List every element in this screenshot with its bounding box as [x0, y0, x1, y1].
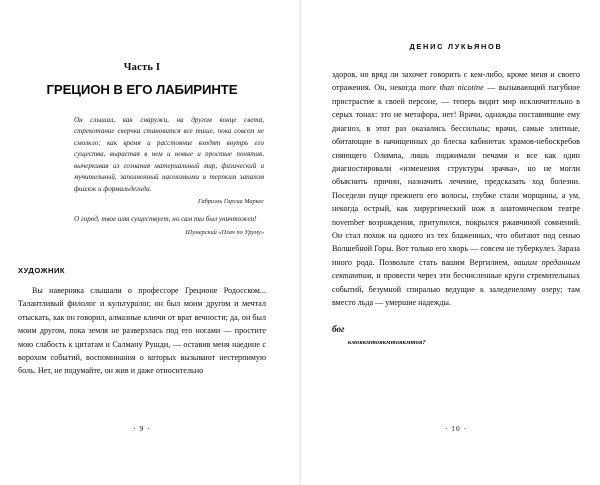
right-body-paragraph-1 [332, 68, 580, 310]
right-body [332, 68, 580, 310]
epigraph-text-2: О город, твое имя существует, но сам ты был уничтожен! [74, 215, 257, 224]
section-heading-god: бог [332, 323, 345, 334]
epigraph-block [74, 115, 264, 236]
part-title: ГРЕЦИОН В ЕГО ЛАБИРИНТЕ [46, 82, 238, 97]
epigraph-source-1: Габриэль Гарсиа Маркес [198, 198, 264, 206]
left-body-paragraph-1: Вы наверняка слышали о профессоре Греционе Родосском... Талантливый филолог и культуролог, он был моим другом и мечтал отыскать, как он говорил, алмазные ключи от врат вечности; да, он был моим другом, пока земля не разверзлась под его ногами — простите мою слабость к цитатам и Салману Рушди, — оставив меня наедине с ворохом событий, воспоминания о которых вызывают нестерпимую боль. Нет, не подумайте, он жив и даже относительно [18, 285, 266, 376]
section-heading-artist: ХУДОЖНИК [18, 265, 66, 275]
text-run: здоров, но вряд ли захочет говорить с кем-либо, кроме меня и своего отражения. Он, некогда [332, 70, 580, 93]
epigraph-source-2: Шумерский «Плач по Уруму» [185, 228, 264, 236]
right-page [300, 0, 600, 485]
emphasized-run: more than nicotine [419, 83, 484, 93]
folio-right: · 10 · [444, 424, 467, 433]
running-head-author: ДЕНИС ЛУКЬЯНОВ [409, 42, 503, 51]
part-label: Часть I [123, 62, 161, 73]
text-run: , и провести через эти бесчисленные круги стремительных событий, безумной спиралью ведущие к заледенелому озеру; там вместо льда — умершие надежды. [332, 271, 580, 308]
folio-left: · 9 · [133, 424, 151, 433]
emphasized-run: вашим преданным сектантом [332, 257, 580, 281]
text-run: — вызывающий пагубное пристрастие к своей персоне, — теперь видит мир исключительно в серых тонах: это не метафора, нет! Врачи, однажды поставившие ему диагноз, в этот раз оказались бессильны; врачи, самые элитные, обитающие в начищенных до блеска кабинетах храмов-небоскребов сияющего Олимпа, лишь поджимали печами и все как один диагностировали «изменения структуры зрачка», но не могли объяснить причин, назначить лечение, предсказать ход болезни. Поседели пуще прежнего его волосы, глубже стали морщины, а ум, некогда острый, как хирургический нож в анатомическом театре november возрождения, притупился, покрылся ржавчиной сомнений. Он стал похож на одного из тех блаженных, что обитают под сенью Волшебной Горы. Вот только его хворь — совсем не туберкулез. Зараза иного рода. Позвольте стать вашим Вергилием, [332, 83, 580, 267]
epigraph-text-1: Он слышал, как снаружи, на другом конце света, стрекотание сверчка становится все тише, пока совсем не смолкло; как время и расстояние входят внутрь его существа, вырастая в нем и новые и простые понятия, вычеркивая из сознания материальный мир, физический и мучительный, заполненный насекомыми и терпким запахом фиалок и формальдегида. [74, 116, 264, 193]
god-incantation-line: кмоякмтоякмтоякмтоя? [348, 338, 426, 346]
